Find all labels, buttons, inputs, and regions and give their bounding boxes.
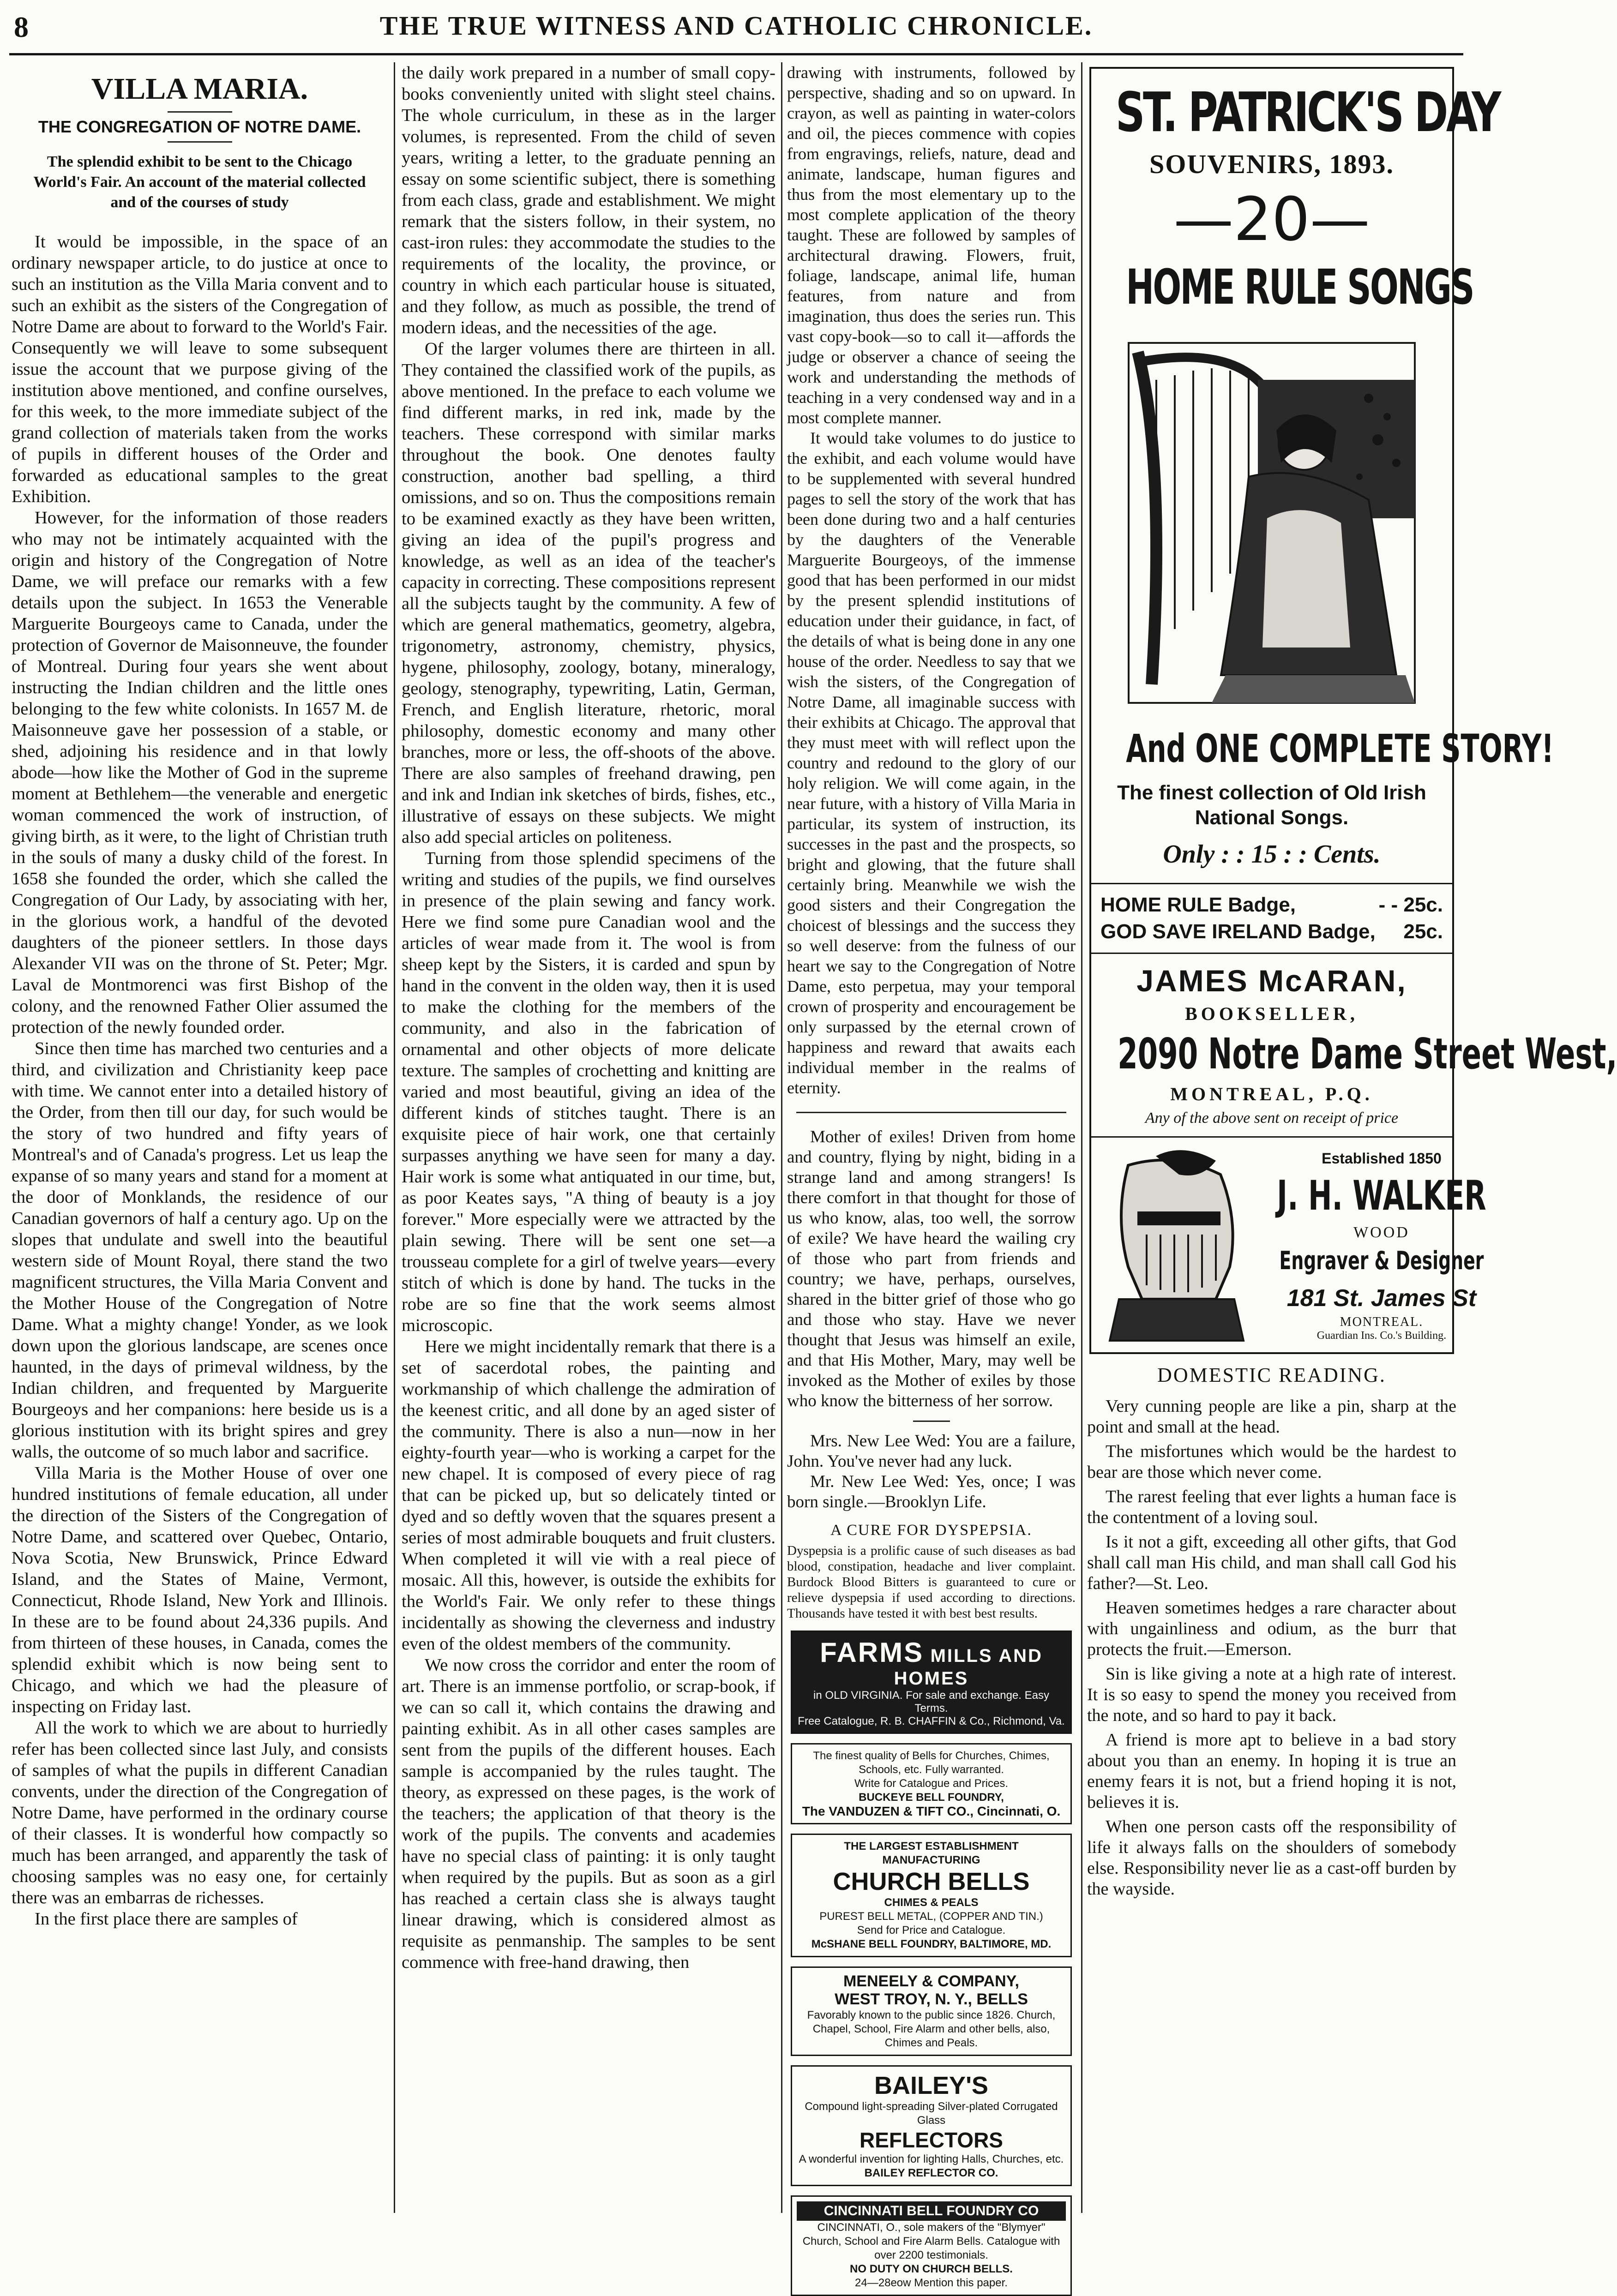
knight-helmet-illustration <box>1100 1147 1253 1345</box>
farms-line: in OLD VIRGINIA. For sale and exchange. Easy Terms. <box>813 1689 1049 1715</box>
souvenirs-label: SOUVENIRS, 1893. <box>1149 149 1394 179</box>
article-body-col3 <box>787 62 1076 1098</box>
collection-text: The finest collection of Old Irish National Songs. <box>1117 781 1426 829</box>
farms-ad <box>791 1631 1072 1734</box>
price-text: Only : : 15 : : Cents. <box>1163 840 1381 869</box>
badge-price: 25c. <box>1403 920 1443 943</box>
column-3 <box>787 62 1076 2289</box>
bailey-ad <box>791 2065 1072 2186</box>
paragraph: When one person casts off the responsibility of life it always falls on the shoulders of somebody else. Responsibility never lie as a cast-off burden by the wayside. <box>1087 1817 1456 1899</box>
paragraph: In the first place there are samples of <box>35 1909 298 1929</box>
meneely-ad <box>791 1966 1072 2056</box>
paragraph: Mrs. New Lee Wed: You are a failure, John. You've never had any luck. <box>787 1432 1076 1471</box>
ad-rule <box>1091 1136 1452 1138</box>
paragraph: It would be impossible, in the space of an ordinary newspaper article, to do justice at once to such an institution as the Villa Maria convent and to such an exhibit as the sisters of the Congregation of Notre Dame are about to forward to the World's Fair. Consequently we will leave to some subsequent issue the account that we purpose giving of the institution above mentioned, and confine ourselves, for this week, to the more immediate subject of the grand collection of materials taken from the works of pupils in different houses of the Order and forwarded as educational samples to the great Exhibition. <box>12 232 388 506</box>
ad-rule <box>1091 883 1452 884</box>
harp-maiden-illustration <box>1110 324 1433 717</box>
buckeye-line: BUCKEYE BELL FOUNDRY, <box>859 1791 1004 1804</box>
mcshane-line: McSHANE BELL FOUNDRY, BALTIMORE, MD. <box>811 1938 1052 1950</box>
bailey-name: BAILEY'S <box>874 2072 988 2099</box>
meneely-name: MENEELY & COMPANY, <box>843 1972 1019 1990</box>
cincinnati-line: 24—28eow Mention this paper. <box>855 2277 1008 2289</box>
reflectors-title: REFLECTORS <box>860 2128 1003 2152</box>
article-title: VILLA MARIA. <box>91 72 308 106</box>
separator <box>913 1421 950 1422</box>
paragraph: A friend is more apt to believe in a bad story about you than an enemy. In hoping it is true an enemy fears it is not, but a friend hoping it is not, believes it is. <box>1087 1730 1456 1812</box>
meneely-place: WEST TROY, N. Y., BELLS <box>835 1990 1028 2008</box>
column-1 <box>12 62 388 2213</box>
church-bells-title: CHURCH BELLS <box>833 1868 1030 1895</box>
order-note: Any of the above sent on receipt of price <box>1145 1109 1399 1127</box>
mcshane-line: THE LARGEST ESTABLISHMENT MANUFACTURING <box>844 1840 1019 1866</box>
farms-contact: Free Catalogue, R. B. CHAFFIN & Co., Richmond, Va. <box>798 1715 1065 1727</box>
masthead <box>9 0 1463 55</box>
section-rule <box>796 1112 1066 1113</box>
paragraph: Turning from those splendid specimens of the writing and studies of the pupils, we find ourselves in presence of the plain sewing and fancy work. Here we find some pure Canadian wool and the articles of wear made from it. The wool is from sheep kept by the Sisters, it is carded and spun by hand in the convent in the olden way, then it is used to make the clothing for the members of the community, and also in the fabrication of ornamental and other objects of more delicate texture. The samples of crochetting and knitting are varied and most beautiful, giving an idea of the different kinds of stitches taught. There is an exquisite piece of hair work, one that certainly surpasses anything we have seen for many a day. Hair work is some what antiquated in our time, but, as poor Keates says, "A thing of beauty is a joy forever." More especially were we attracted by the plain sewing. There will be sent one set—a trousseau complete for a girl of twelve years—every stitch of which is done by hand. The tucks in the robe are so fine that the work seems almost microscopic. <box>402 849 775 1335</box>
bookseller-city: MONTREAL, P.Q. <box>1170 1084 1373 1104</box>
paragraph: Mother of exiles! Driven from home and country, flying by night, biding in a strange land and among strangers! Is there comfort in that thought for those of us who know, alas, too well, the sorrow of exile? We have heard the wailing cry of those who part from friends and country; we have, perhaps, ourselves, shared in the bitter grief of those who go and those who stay. Have we never thought that Jesus was himself an exile, and that His Mother, Mary, may well be invoked as the Mother of exiles by those who know the bitterness of her sorrow. <box>787 1127 1076 1410</box>
established-label: Established 1850 <box>1322 1150 1442 1167</box>
walker-name: J. H. WALKER <box>1277 1172 1486 1219</box>
home-rule-badge <box>1100 893 1443 917</box>
walker-role: Engraver & Designer <box>1279 1246 1484 1275</box>
god-save-ireland-badge <box>1100 920 1443 943</box>
paragraph: It would take volumes to do justice to the exhibit, and each volume would have to be supplemented with several hundred pages to sell the story of the work that has been done during two and a half centuries by the daughters of the Venerable Marguerite Bourgeoys, of the immense good that has been performed in our midst by the present splendid institutions of education under their guidance, in fact, of the details of what is being done in any one house of the order. Needless to say that we wish the sisters, of the Congregation of Notre Dame, all imaginable success with their exhibits at Chicago. The approval that they must meet with will reflect upon the country and redound to the glory of our holy religion. We will come again, in the near future, with a history of Villa Maria in particular, its system of instruction, its successes in the past and the prospects, so bright and glowing, that the future shall certainly bring. Meanwhile we wish the good sisters and their Congregation the choicest of blessings and the success they so well deserve: from the fulness of our heart we say to the Congregation of Notre Dame, esto perpetua, may your temporal crown of prosperity and encouragement be only surpassed by the eternal crown of happiness and reward that awaits each individual member in the realms of eternity. <box>787 429 1076 1097</box>
cincinnati-bell-ad <box>791 2195 1072 2296</box>
column-4 <box>1087 62 1617 2213</box>
mcshane-line: PUREST BELL METAL, (COPPER AND TIN.) <box>819 1910 1043 1923</box>
badge-label: HOME RULE Badge, <box>1100 893 1296 916</box>
bookseller-name: JAMES McARAN, <box>1136 964 1407 998</box>
mcshane-line: Send for Price and Catalogue. <box>857 1924 1006 1936</box>
walker-street: 181 St. James St <box>1286 1285 1477 1312</box>
paragraph: All the work to which we are about to hurriedly refer has been collected since last July, and consists of samples of what the pupils in different Canadian convents, under the direction of the Congregation of Notre Dame, have performed in the ordinary course of their classes. It is wonderful how compactly so much has been arranged, and apparently the task of choosing samples was no easy one, for certainly there was an embarras de richesses. <box>12 1718 388 1907</box>
bookseller-address: 2090 Notre Dame Street West, <box>1118 1029 1617 1079</box>
paragraph: the daily work prepared in a number of small copy-books conveniently united with slight steel chains. The whole curriculum, in these as in the larger volumes, is represented. From the child of seven years, writing a letter, to the graduate penning an essay on some scientific subject, there is something from each class, grade and establishment. We might remark that the sisters follow, in their system, no cast-iron rules: they accommodate the studies to the requirements of the locality, the province, or country in which each particular house is situated, and they follow, as much as possible, the trend of modern ideas, and the necessities of the age. <box>402 63 775 337</box>
mother-of-exiles <box>787 1127 1076 1411</box>
cincinnati-line: CINCINNATI, O., sole makers of the "Blymyer" Church, School and Fire Alarm Bells. Catalogue with over 2200 testimonials. <box>802 2221 1060 2261</box>
paragraph: Very cunning people are like a pin, sharp at the point and small at the head. <box>1087 1397 1456 1437</box>
badge-price: - - 25c. <box>1378 893 1443 916</box>
badge-label: GOD SAVE IRELAND Badge, <box>1100 920 1376 943</box>
mills-title: MILLS AND HOMES <box>894 1646 1043 1689</box>
paragraph: The rarest feeling that ever lights a human face is the contentment of a loving soul. <box>1087 1487 1456 1527</box>
bailey-line: Compound light-spreading Silver-plated Corrugated Glass <box>805 2100 1058 2127</box>
walker-city: MONTREAL. <box>1340 1315 1424 1329</box>
paragraph: Mr. New Lee Wed: Yes, once; I was born single.—Brooklyn Life. <box>787 1472 1076 1511</box>
page-number: 8 <box>14 11 29 43</box>
title-rule <box>168 111 232 113</box>
mcshane-chimes: CHIMES & PEALS <box>884 1896 979 1909</box>
column-2 <box>402 62 775 2213</box>
st-patricks-title: ST. PATRICK'S DAY <box>1115 80 1499 144</box>
bailey-line: A wonderful invention for lighting Halls, Churches, etc. <box>799 2153 1064 2165</box>
walker-wood: WOOD <box>1353 1224 1410 1241</box>
paragraph: Here we might incidentally remark that there is a set of sacerdotal robes, the painting and workmanship of which challenge the admiration of the keenest critic, and all done by an aged sister of the community. There is also a nun—now in her eighty-fourth year—who is working a carpet for the new chapel. It is composed of every piece of rag that can be picked up, but so delicately tinted or dyed and so deftly woven that the squares present a series of most admirable bouquets and fruit clusters. When completed it will vie with a real piece of mosaic. All this, however, is outside the exhibits for the World's Fair. We only refer to these things incidentally as showing the cleverness and industry even of the oldest members of the community. <box>402 1337 775 1654</box>
paragraph: We now cross the corridor and enter the room of art. There is an immense portfolio, or scrap-book, if we can so call it, which contains the drawing and painting exhibit. As in all other cases samples are sent from the pupils of the different houses. Each sample is accompanied by the rules taught. The theory, as expressed on these pages, is the work of the teachers; the application of that theory is the work of the pupils. The convents and academies have no special class of painting: it is only taught when required by the pupils. But as soon as a girl has reached a certain class she is always taught linear drawing, which is considered almost as requisite as penmanship. The samples to be sent commence with free-hand drawing, then <box>402 1655 775 1972</box>
column-divider <box>394 62 395 2213</box>
bailey-line: BAILEY REFLECTOR CO. <box>864 2167 998 2179</box>
walker-ad <box>1100 1147 1486 1345</box>
buckeye-line: The VANDUZEN & TIFT CO., Cincinnati, O. <box>802 1804 1061 1818</box>
paragraph: Sin is like giving a note at a high rate of interest. It is so easy to spend the money you received from the note, and so hard to pay it back. <box>1087 1664 1456 1725</box>
joke <box>787 1431 1076 1512</box>
cure-heading: A CURE FOR DYSPEPSIA. <box>830 1522 1032 1539</box>
newspaper-title: THE TRUE WITNESS AND CATHOLIC CHRONICLE. <box>379 11 1093 41</box>
meneely-text: Favorably known to the public since 1826. Church, Chapel, School, Fire Alarm and other bells, also, Chimes and Peals. <box>807 2009 1056 2049</box>
domestic-reading <box>1087 1363 1456 1900</box>
paragraph: Heaven sometimes hedges a rare character about with ungainliness and odium, as the burr that protects the fruit.—Emerson. <box>1087 1598 1456 1659</box>
column-divider <box>1081 62 1082 2213</box>
paragraph: The misfortunes which would be the hardest to bear are those which never come. <box>1087 1442 1456 1482</box>
article-body-col2 <box>402 62 775 1973</box>
cincinnati-name: CINCINNATI BELL FOUNDRY CO <box>797 2201 1066 2221</box>
st-patricks-day-ad <box>1089 67 1617 1354</box>
paragraph: Is it not a gift, exceeding all other gifts, that God shall call man His child, and man shall call God his father?—St. Leo. <box>1087 1532 1456 1593</box>
walker-building: Guardian Ins. Co.'s Building. <box>1316 1330 1447 1342</box>
songs-count: —20— <box>1173 184 1370 254</box>
cincinnati-line: NO DUTY ON CHURCH BELLS. <box>850 2263 1013 2275</box>
ad-rule <box>1091 953 1452 954</box>
domestic-reading-title: DOMESTIC READING. <box>1157 1364 1386 1386</box>
home-rule-songs-title: HOME RULE SONGS <box>1126 259 1473 315</box>
column-divider <box>781 62 782 2213</box>
cure-text: Dyspepsia is a prolific cause of such diseases as bad blood, constipation, headache and liver complaint. Burdock Blood Bitters is guaranteed to cure or relieve dyspepsia if used according to directions. Thousands have tested it with best best results. <box>787 1543 1076 1621</box>
buckeye-ad <box>791 1743 1072 1824</box>
walker-text-block <box>1260 1150 1503 1342</box>
paragraph: drawing with instruments, followed by perspective, shading and so on upward. In crayon, as well as painting in water-colors and oil, the pieces commence with copies from engravings, reliefs, nature, dead and animate, landscape, human figures and thus from the most elementary up to the most complete application of the theory taught. These are followed by samples of architectural drawing. Flowers, fruit, foliage, landscape, animal life, human features, from nature and from imagination, thus does the series run. This vast copy-book—so to call it—affords the judge or observer a chance of seeing the work and understanding the methods of teaching in a very condensed way and in a most complete manner. <box>787 63 1076 427</box>
paragraph: Of the larger volumes there are thirteen in all. They contained the classified work of the pupils, as above mentioned. In the preface to each volume we find different marks, in red ink, made by the teachers. These correspond with similar marks throughout the book. One denotes faulty construction, another bad spelling, a third omissions, and so on. Thus the compositions remain to be examined exactly as they have been written, giving an idea of the pupil's progress and knowledge, as well as an idea of the teacher's capacity in correcting. These compositions represent all the subjects taught by the community. A few of which are general mathematics, geometry, algebra, trigonometry, astronomy, chemistry, physics, hygene, philosophy, zoology, botany, mineralogy, geology, stenography, typewriting, Latin, German, French, and English literature, rhetoric, moral philosophy, domestic economy and many other branches, more or less, the off-shoots of the above. There are also samples of freehand drawing, pen and ink and Indian ink sketches of birds, fishes, etc., illustrative of essays on these subjects. We might also add special articles on politeness. <box>402 339 775 847</box>
paragraph: Since then time has marched two centuries and a third, and civilization and Christianity keep pace with time. We cannot enter into a detailed history of the Order, from then till our day, for such would be the story of two hundred and fifty years of Montreal's and of Canada's progress. Let us leap the expanse of so many years and stand for a moment at the door of Monklands, the residence of our Canadian governors of half a century ago. Up on the slopes that undulate and swell into the beautiful western side of Mount Royal, there stand the two magnificent structures, the Villa Maria Convent and the Mother House of the Congregation of Notre Dame. What a mighty change! Yonder, as we look down upon the glorious landscape, are scenes once haunted, in the days of primeval wildness, by the Indian children, and frequented by Marguerite Bourgeoys and her companions: here beside us is a glorious institution with its bright spires and grey walls, the outcome of so much labor and sacrifice. <box>12 1039 388 1462</box>
subtitle-rule <box>168 141 232 143</box>
article-deck: The splendid exhibit to be sent to the Chicago World's Fair. An account of the material collected and of the courses of study <box>33 153 366 211</box>
buckeye-line: The finest quality of Bells for Churches, Chimes, Schools, etc. Fully warranted. <box>813 1750 1050 1776</box>
bookseller-role: BOOKSELLER, <box>1185 1003 1359 1024</box>
farms-title: FARMS <box>820 1637 924 1668</box>
paragraph: Villa Maria is the Mother House of over one hundred institutions of female education, all under the direction of the Sisters of the Congregation of Notre Dame, and scattered over Quebec, Ontario, Nova Scotia, New Brunswick, Prince Edward Island, and the States of Maine, Vermont, Connecticut, Rhode Island, New York and Illinois. In these are to be found about 24,336 pupils. And from thirteen of these houses, in Canada, comes the splendid exhibit which is now being sent to Chicago, and which we had the pleasure of inspecting on Friday last. <box>12 1463 388 1716</box>
buckeye-line: Write for Catalogue and Prices. <box>854 1777 1009 1790</box>
article-body-col1 <box>12 231 388 1930</box>
mcshane-ad <box>791 1834 1072 1957</box>
paragraph: However, for the information of those readers who may not be intimately acquainted with the origin and history of the Congregation of Notre Dame, we will preface our remarks with a few details upon the subject. In 1653 the Venerable Marguerite Bourgeoys came to Canada, under the protection of Governor de Maisonneuve, the founder of Montreal. During four years she went about instructing the Indian children and the little ones belonging to the few white colonists. In 1657 M. de Maisonneuve gave her possession of a stable, or shed, adjoining his residence and in that lowly abode—how like the Mother of God in the supreme moment at Bethlehem—the venerable and energetic woman commenced the work of instruction, of giving birth, as it were, to the light of Christian truth in the souls of many a dusky child of the forest. In 1658 she founded the order, which she called the Congregation of Our Lady, by associating with her, in the glorious work, a handful of the devoted daughters of the pioneer settlers. In those days Alexander VII was on the throne of St. Peter; Mgr. Laval de Montmorenci was first Bishop of the colony, and the renowned Father Olier assumed the protection of the newly founded order. <box>12 508 388 1037</box>
complete-story-title: And ONE COMPLETE STORY! <box>1126 726 1554 771</box>
article-subtitle: THE CONGREGATION OF NOTRE DAME. <box>38 117 361 136</box>
